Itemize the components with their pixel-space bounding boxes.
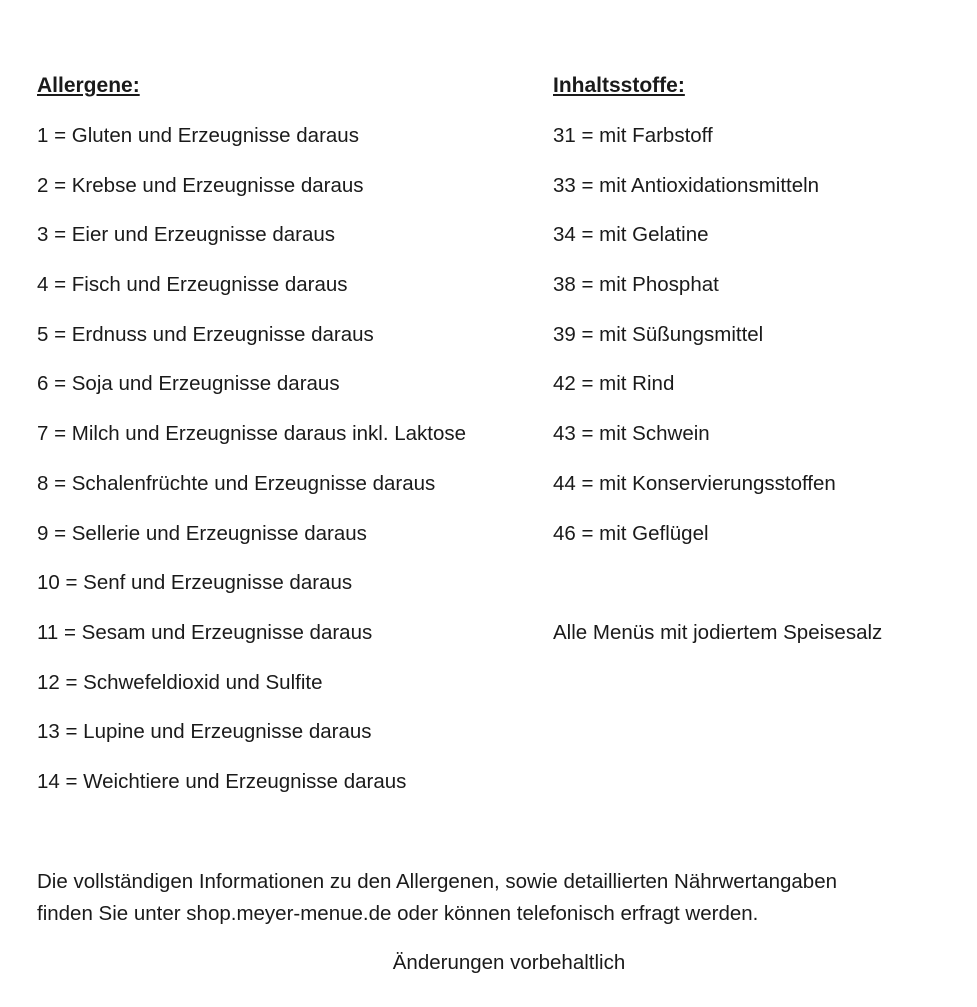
allergens-column [37,70,542,816]
allergen-item: 6 = Soja und Erzeugnisse daraus [37,372,340,396]
allergens-heading: Allergene: [37,74,140,97]
info-line: Die vollständigen Informationen zu den Allergenen, sowie detaillierten Nährwertangaben [37,870,838,893]
ingredient-item: 33 = mit Antioxidationsmitteln [553,173,820,197]
allergen-item: 9 = Sellerie und Erzeugnisse daraus [37,521,367,545]
allergen-item: 10 = Senf und Erzeugnisse daraus [37,571,353,595]
allergen-item: 11 = Sesam und Erzeugnisse daraus [37,620,373,644]
allergen-item: 4 = Fisch und Erzeugnisse daraus [37,273,348,297]
allergen-item: 14 = Weichtiere und Erzeugnisse daraus [37,769,407,793]
ingredient-item: 38 = mit Phosphat [553,273,719,297]
ingredient-item: 39 = mit Süßungsmittel [553,322,764,346]
ingredient-item: 34 = mit Gelatine [553,223,709,247]
allergen-item: 3 = Eier und Erzeugnisse daraus [37,223,336,247]
allergen-item: 12 = Schwefeldioxid und Sulfite [37,670,323,694]
allergen-item: 1 = Gluten und Erzeugnisse daraus [37,124,359,147]
ingredient-item: 31 = mit Farbstoff [553,124,713,147]
allergen-item: 13 = Lupine und Erzeugnisse daraus [37,720,372,744]
allergen-item: 8 = Schalenfrüchte und Erzeugnisse daraus [37,471,436,495]
ingredient-item: 44 = mit Konservierungsstoffen [553,471,836,495]
allergen-item: 5 = Erdnuss und Erzeugnisse daraus [37,322,374,346]
ingredients-column [553,70,973,567]
info-paragraph [37,866,967,930]
allergen-item: 2 = Krebse und Erzeugnisse daraus [37,173,364,197]
ingredient-item: 46 = mit Geflügel [553,521,709,545]
ingredients-heading: Inhaltsstoffe: [553,74,685,97]
iodized-salt-note: Alle Menüs mit jodiertem Speisesalz [553,621,883,644]
ingredient-item: 42 = mit Rind [553,372,675,396]
allergen-item: 7 = Milch und Erzeugnisse daraus inkl. Laktose [37,422,467,446]
footer-disclaimer: Änderungen vorbehaltlich [392,951,626,974]
ingredient-item: 43 = mit Schwein [553,422,710,446]
info-line: finden Sie unter shop.meyer-menue.de oder können telefonisch erfragt werden. [37,902,759,925]
